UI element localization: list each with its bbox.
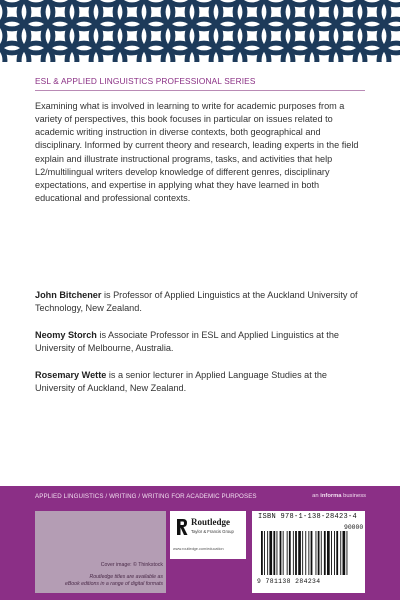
author-name: Neomy Storch [35, 330, 97, 340]
cover-image-credit: Cover image: © Thinkstock [100, 562, 163, 568]
divider [35, 90, 365, 91]
isbn-text: ISBN 978-1-138-28423-4 [258, 513, 358, 521]
routledge-logo-icon [175, 518, 189, 536]
informa-business-label: an informa business [312, 493, 366, 499]
price-code: 90000 [344, 524, 364, 531]
publisher-url: www.routledge.com/education [173, 547, 224, 551]
book-description: Examining what is involved in learning to write for academic purposes from a variety of perspectives, this book focuses in particular on issues related to academic writing instruction in diverse contexts, both geographical and disciplinary. Informed by current theory and research, leading experts in the field explain and illustrate instructional programs, tasks, and activities that help L2/multilingual writers develop knowledge of different genres, disciplinary expectations, and expertise in applying what they have learned in both educational and professional contexts. [35, 101, 359, 204]
author-bio-text: is Associate Professor in ESL and Applied Linguistics at the University of Melbourne, Australia. [35, 330, 339, 354]
publisher-name: Routledge [191, 517, 230, 527]
author-name: John Bitchener [35, 290, 102, 300]
ebook-availability-line-1: Routledge titles are available as [89, 574, 163, 580]
author-bio-3 [35, 369, 368, 395]
publisher-group: Taylor & Francis Group [191, 529, 234, 534]
author-name: Rosemary Wette [35, 370, 107, 380]
barcode-image [260, 531, 361, 577]
author-bio-2 [35, 329, 368, 355]
series-label: ESL & APPLIED LINGUISTICS PROFESSIONAL SERIES [35, 76, 256, 86]
ebook-availability-line-2: eBook editions in a range of digital formats [64, 581, 163, 587]
author-bio-text: is Professor of Applied Linguistics at the Auckland University of Technology, New Zealand. [35, 290, 358, 314]
author-bio-text: is a senior lecturer in Applied Language Studies at the University of Auckland, New Zealand. [35, 370, 328, 394]
decorative-pattern [0, 0, 400, 62]
author-bio-1 [35, 289, 368, 315]
subject-categories: APPLIED LINGUISTICS / WRITING / WRITING FOR ACADEMIC PURPOSES [35, 493, 257, 500]
isbn-barcode-digits: 9 781138 284234 [257, 578, 321, 585]
